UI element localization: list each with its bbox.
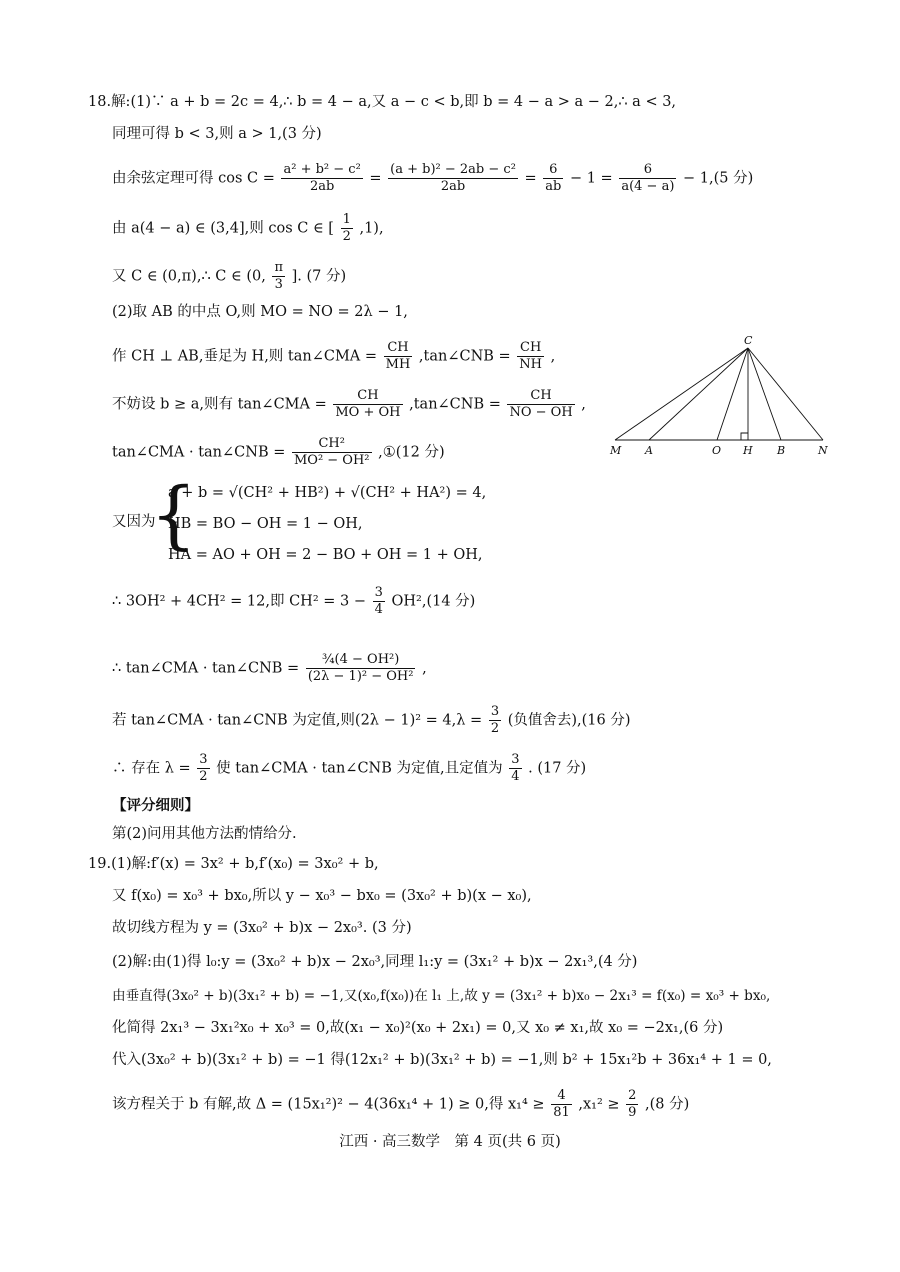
fraction: $\frac{CH}{NO - OH}$ <box>509 388 573 420</box>
fraction: $\frac{6}{a(4 - a)}$ <box>621 162 675 194</box>
p18-line-12: ∴ tan∠CMA · tan∠CNB = $\frac{\text{¾(4 − OH²)}}{\text{(2λ − 1)² − OH²}}$ , <box>112 652 427 684</box>
fraction: $\frac{CH}{NH}$ <box>519 340 543 372</box>
label-h: H <box>743 444 753 457</box>
label-m: M <box>610 444 622 457</box>
p19-line-7: 代入(3x₀² + b)(3x₁² + b) = −1 得(12x₁² + b)(3x₁² + b) = −1,则 b² + 15x₁²b + 36x₁⁴ + 1 = 0, <box>112 1052 772 1068</box>
fraction: $\frac{3}{2}$ <box>490 704 500 736</box>
p18-line-11: ∴ 3OH² + 4CH² = 12,即 CH² = 3 − $\frac{3}{4}$ OH²,(14 分) <box>112 585 476 617</box>
rubric-title: 【评分细则】 <box>112 798 199 814</box>
right-angle-mark <box>741 433 748 440</box>
fraction: $\frac{\text{CH²}}{\text{MO² − OH²}}$ <box>293 436 370 468</box>
left-brace: { <box>150 472 198 558</box>
label-c: C <box>744 334 753 347</box>
segment-cm <box>615 348 748 440</box>
p19-line-3: 故切线方程为 y = (3x₀² + b)x − 2x₀³. (3 分) <box>112 920 412 936</box>
system-eq-1: a + b = √(CH² + HB²) + √(CH² + HA²) = 4, <box>168 485 487 501</box>
fraction: $\frac{CH}{MH}$ <box>385 340 411 372</box>
p19-line-1: 19.(1)解:f′(x) = 3x² + b,f′(x₀) = 3x₀² + b, <box>88 856 379 872</box>
p18-line-6: (2)取 AB 的中点 O,则 MO = NO = 2λ − 1, <box>112 304 408 320</box>
problem-number: 18. <box>88 94 112 110</box>
problem-number: 19. <box>88 856 112 872</box>
fraction: $\frac{\text{a² + b² − c²}}{2ab}$ <box>283 162 361 194</box>
fraction: $\frac{3}{2}$ <box>199 752 208 784</box>
segment-cn <box>748 348 823 440</box>
fraction: $\frac{\text{¾(4 − OH²)}}{\text{(2λ − 1)² − OH²}}$ <box>307 652 414 684</box>
system-lead: 又因为 <box>112 514 156 530</box>
p19-line-5: 由垂直得(3x₀² + b)(3x₁² + b) = −1,又(x₀,f(x₀))在 l₁ 上,故 y = (3x₁² + b)x₀ − 2x₁³ = f(x₀) = x₀³ + bx₀, <box>112 988 771 1004</box>
triangle-figure <box>605 330 835 460</box>
p19-line-6: 化简得 2x₁³ − 3x₁²x₀ + x₀³ = 0,故(x₁ − x₀)²(x₀ + 2x₁) = 0,又 x₀ ≠ x₁,故 x₀ = −2x₁,(6 分) <box>112 1020 724 1036</box>
p18-line-5: 又 C ∈ (0,π),∴ C ∈ (0, $\frac{\pi}{3}$ ]. (7 分) <box>112 260 347 292</box>
system-eq-3: HA = AO + OH = 2 − BO + OH = 1 + OH, <box>168 547 483 563</box>
fraction: $\frac{CH}{MO + OH}$ <box>335 388 401 420</box>
p18-line-2: 同理可得 b < 3,则 a > 1,(3 分) <box>112 126 322 142</box>
label-n: N <box>818 444 828 457</box>
p19-line-4: (2)解:由(1)得 l₀:y = (3x₀² + b)x − 2x₀³,同理 l₁:y = (3x₁² + b)x − 2x₁³,(4 分) <box>112 954 638 970</box>
p18-line-14: ∴ 存在 λ = $\frac{3}{2}$ 使 tan∠CMA · tan∠CNB 为定值,且定值为 $\frac{3}{4}$ . (17 分) <box>112 752 587 784</box>
fraction: $\frac{\text{(a + b)² − 2ab − c²}}{2ab}$ <box>390 162 516 194</box>
system-eq-2: HB = BO − OH = 1 − OH, <box>168 516 363 532</box>
fraction: $\frac{3}{4}$ <box>511 752 520 784</box>
fraction: $\frac{6}{ab}$ <box>545 162 562 194</box>
p18-line-13: 若 tan∠CMA · tan∠CNB 为定值,则(2λ − 1)² = 4,λ = $\frac{3}{2}$ (负值舍去),(16 分) <box>112 704 631 736</box>
fraction: $\frac{1}{2}$ <box>342 212 351 244</box>
segment-ca <box>649 348 748 440</box>
label-b: B <box>777 444 786 457</box>
p18-line-1: 18.解:(1)∵ a + b = 2c = 4,∴ b = 4 − a,又 a − c < b,即 b = 4 − a > a − 2,∴ a < 3, <box>88 94 677 110</box>
fraction: $\frac{3}{4}$ <box>374 585 383 617</box>
p18-line-4: 由 a(4 − a) ∈ (3,4],则 cos C ∈ [ $\frac{1}{2}$ ,1), <box>112 212 384 244</box>
p18-line-7: 作 CH ⊥ AB,垂足为 H,则 tan∠CMA = $\frac{CH}{MH}$ ,tan∠CNB = $\frac{CH}{NH}$ , <box>112 340 556 372</box>
p19-line-2: 又 f(x₀) = x₀³ + bx₀,所以 y − x₀³ − bx₀ = (3x₀² + b)(x − x₀), <box>112 888 532 904</box>
fraction: $\frac{2}{9}$ <box>628 1088 637 1120</box>
rubric-text: 第(2)问用其他方法酌情给分. <box>112 826 297 842</box>
p19-line-8: 该方程关于 b 有解,故 Δ = (15x₁²)² − 4(36x₁⁴ + 1) ≥ 0,得 x₁⁴ ≥ $\frac{4}{81}$ ,x₁² ≥ $\frac{2}{9}$ ,(8 分) <box>112 1088 690 1120</box>
fraction: $\frac{4}{81}$ <box>553 1088 570 1120</box>
p18-line-3: 由余弦定理可得 cos C = $\frac{\text{a² + b² − c²}}{2ab}$ = $\frac{\text{(a + b)² − 2ab − c²}}{2ab}$ = $\frac{6}{ab}$ − 1 = $\frac{6}{a(4 - a)}$ − 1,(5 分) <box>112 162 754 194</box>
label-o: O <box>712 444 722 457</box>
fraction: $\frac{\pi}{3}$ <box>274 260 283 292</box>
page-footer: 江西 · 高三数学 第 4 页(共 6 页) <box>339 1134 561 1150</box>
p18-line-9: tan∠CMA · tan∠CNB = $\frac{\text{CH²}}{\text{MO² − OH²}}$ ,①(12 分) <box>112 436 445 468</box>
label-a: A <box>645 444 653 457</box>
p18-line-8: 不妨设 b ≥ a,则有 tan∠CMA = $\frac{CH}{MO + OH}$ ,tan∠CNB = $\frac{CH}{NO - OH}$ , <box>112 388 586 420</box>
segment-cb <box>748 348 781 440</box>
